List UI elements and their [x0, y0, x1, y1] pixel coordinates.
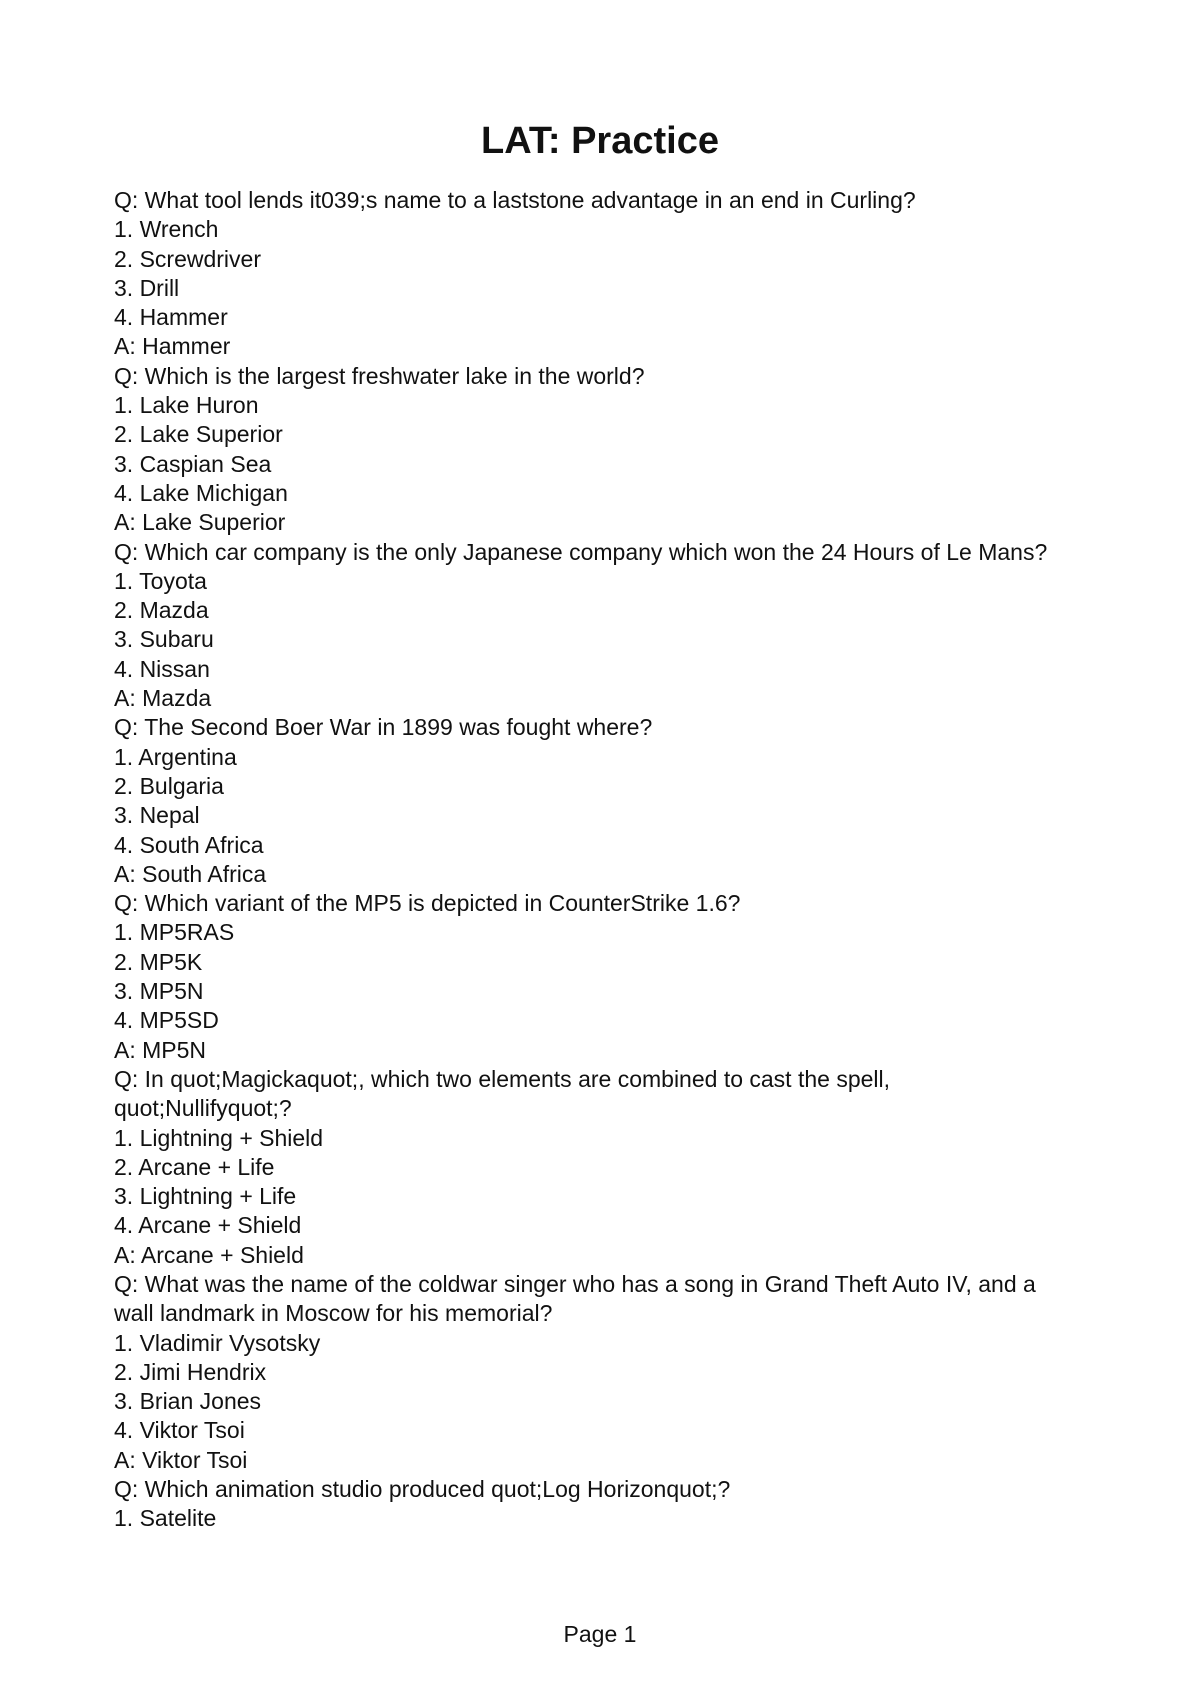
answer-option: 3. Caspian Sea	[114, 450, 272, 477]
page-title: LAT: Practice	[481, 120, 719, 162]
correct-answer: A: Lake Superior	[114, 509, 286, 536]
answer-option: 3. Brian Jones	[114, 1388, 262, 1415]
answer-option: 3. Lightning + Life	[114, 1183, 297, 1210]
correct-answer: A: South Africa	[114, 860, 267, 887]
question-text: Q: Which variant of the MP5 is depicted in CounterStrike 1.6?	[114, 890, 741, 917]
question-block	[114, 1065, 1074, 1270]
question-text: Q: In quot;Magickaquot;, which two elements are combined to cast the spell, quot;Nullifyquot;?	[114, 1065, 891, 1122]
answer-option: 3. Nepal	[114, 802, 200, 829]
question-text: Q: What tool lends it039;s name to a laststone advantage in an end in Curling?	[114, 187, 916, 213]
answer-option: 2. Jimi Hendrix	[114, 1358, 267, 1385]
question-text: Q: Which car company is the only Japanese company which won the 24 Hours of Le Mans?	[114, 538, 1048, 565]
correct-answer: A: MP5N	[114, 1036, 207, 1063]
answer-option: 1. Toyota	[114, 567, 207, 594]
answer-option: 4. Viktor Tsoi	[114, 1417, 245, 1444]
page-number: Page 1	[563, 1621, 637, 1647]
answer-option: 1. Argentina	[114, 743, 237, 770]
answer-option: 3. Subaru	[114, 626, 214, 653]
answer-option: 1. Lightning + Shield	[114, 1124, 324, 1151]
answer-option: 4. Lake Michigan	[114, 479, 288, 506]
answer-option: 2. Arcane + Life	[114, 1153, 275, 1180]
question-block	[114, 362, 1074, 538]
answer-option: 4. South Africa	[114, 831, 264, 858]
answer-option: 1. Lake Huron	[114, 392, 259, 419]
answer-option: 2. Bulgaria	[114, 772, 224, 799]
answer-option: 1. MP5RAS	[114, 919, 235, 946]
answer-option: 1. Vladimir Vysotsky	[114, 1329, 321, 1356]
question-block	[114, 1475, 1074, 1534]
answer-option: 1. Wrench	[114, 216, 219, 243]
answer-option: 3. Drill	[114, 274, 180, 301]
answer-option: 4. Hammer	[114, 304, 228, 331]
question-list	[114, 186, 1074, 1534]
question-block	[114, 1270, 1074, 1475]
answer-option: 3. MP5N	[114, 978, 204, 1005]
correct-answer: A: Hammer	[114, 333, 231, 360]
answer-option: 4. Nissan	[114, 655, 210, 682]
answer-option: 2. Mazda	[114, 597, 209, 624]
question-block	[114, 538, 1074, 714]
question-block	[114, 186, 1074, 362]
question-text: Q: What was the name of the coldwar singer who has a song in Grand Theft Auto IV, and a wall landmark in Moscow for his memorial?	[114, 1270, 1036, 1327]
correct-answer: A: Viktor Tsoi	[114, 1446, 248, 1473]
answer-option: 2. Screwdriver	[114, 245, 261, 272]
question-text: Q: The Second Boer War in 1899 was fought where?	[114, 714, 653, 741]
correct-answer: A: Arcane + Shield	[114, 1241, 304, 1268]
correct-answer: A: Mazda	[114, 685, 212, 712]
answer-option: 1. Satelite	[114, 1505, 217, 1532]
question-block	[114, 889, 1074, 1065]
answer-option: 2. Lake Superior	[114, 421, 283, 448]
question-text: Q: Which animation studio produced quot;Log Horizonquot;?	[114, 1476, 731, 1503]
question-block	[114, 713, 1074, 889]
answer-option: 4. Arcane + Shield	[114, 1212, 302, 1239]
answer-option: 4. MP5SD	[114, 1007, 219, 1034]
answer-option: 2. MP5K	[114, 948, 203, 975]
question-text: Q: Which is the largest freshwater lake in the world?	[114, 362, 645, 389]
